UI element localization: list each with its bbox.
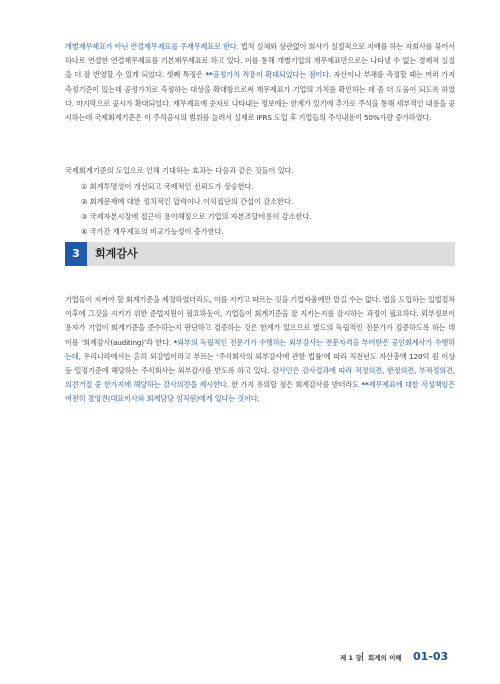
expected-effects-list bbox=[65, 163, 455, 239]
highlight-responsibility: 재무제표에 대한 작성책임은 여전히 경영진(대표이사와 회계담당 임직원)에게 있다는 것이다. bbox=[65, 380, 455, 404]
section-number: 3 bbox=[65, 242, 87, 266]
list-item: ③ 국제자본시장에 접근이 용이해짐으로 기업의 자본조달비용이 감소한다. bbox=[81, 212, 312, 221]
page-number: 01-03 bbox=[413, 650, 449, 663]
text-segment: 한 가지 유의할 점은 회계감사를 받더라도 bbox=[228, 380, 362, 390]
list-item: ② 회계문제에 대한 정치적인 압력이나 이익집단의 간섭이 감소한다. bbox=[81, 197, 294, 206]
text-segment: 법적 실체와 상관없이 회사가 실질적으로 지배를 하는 자회사를 묶어서 하나로 연결한 연결재무제표를 기본재무제표로 하고 있다. 이를 통해 개별기업의 재무제표만으로는 나타낼 수 없는 경제적 실질을 더 잘 반영할 수 있게 되었다. 셋째 특징은 bbox=[65, 42, 455, 80]
effects-items bbox=[65, 179, 455, 239]
footer-divider bbox=[362, 652, 363, 661]
list-item: ① 회계투명성이 개선되고 국제적인 신뢰도가 상승한다. bbox=[81, 182, 254, 191]
star-mark: * bbox=[173, 337, 178, 347]
list-item: ④ 국가간 재무제표의 비교가능성이 증가한다. bbox=[81, 227, 224, 236]
highlight-external-audit: 외부의 독립적인 전문가가 수행하는 외부감사는 전문자격을 부여받은 공인회계사가 수행하는데, bbox=[65, 337, 455, 361]
star-mark: ** bbox=[361, 380, 369, 390]
section-heading bbox=[65, 240, 455, 270]
list-intro: 국제회계기준의 도입으로 인해 기대하는 효과는 다음과 같은 것들이 있다. bbox=[65, 166, 294, 175]
text-segment: 자산이나 부채를 측정할 때는 여러 가지 측정기준이 있는데 공정가치로 측정하는 대상을 확대함으로써 재무제표가 기업의 가치를 확인하는 데 좀 더 도움이 되도록 하였다. 마지막으로 공시가 확대되었다. 재무제표에 숫자로 나타내는 정보에는 한계가 있기에 추가로 주석을 통해 세부적인 내용을 공시하는데 국제회계기준은 이 주석공시의 범위를 늘려서 실제로 IFRS 도입 후 기업들의 주석내용이 50%가량 증가하였다. bbox=[65, 70, 455, 123]
paragraph-ifrs-features bbox=[65, 40, 455, 125]
highlight-fair-value: 공정가치 적용이 확대되었다는 점이다. bbox=[212, 70, 332, 80]
star-mark: ** bbox=[205, 70, 213, 80]
footer-chapter-name: 회계의 이해 bbox=[368, 654, 402, 662]
footer-chapter: 제 1 장 bbox=[340, 654, 362, 662]
highlight-consolidated: 개별재무제표가 아닌 연결재무제표를 주재무제표로 한다. bbox=[65, 42, 239, 51]
text-segment: 우리나라에서는 흔히 외감법이라고 부르는 ‘주식회사의 외부감사에 관한 법률’에 따라 직전년도 자산총액 120억 원 이상 등 일정기준에 해당하는 주식회사는 외부감사를 받도록 하고 있다. bbox=[65, 351, 455, 376]
page-footer bbox=[340, 650, 460, 664]
highlight-audit-opinion: 감사인은 감사결과에 따라 적정의견, 한정의견, 부적정의견, 의견거절 중 한가지에 해당하는 감사의견을 제시한다. bbox=[65, 366, 455, 390]
paragraph-audit bbox=[65, 293, 455, 407]
section-title: 회계감사 bbox=[95, 247, 138, 260]
text-segment: 기업들이 지켜야 할 회계기준을 제정하였더라도, 이를 지키고 따르는 것을 기업자율에만 맡길 수는 없다. 법을 도입하는 입법절차 이후에 그것을 지키기 위한 준법지원이 필요하듯이, 기업들이 회계기준을 잘 지키는지를 감시하는 과정이 필요하다. 외부정보이용자가 기업이 회계기준을 준수하는지 판단하고 검증하는 것은 한계가 있으므로 별도의 독립적인 전문가가 검증하도록 하는 데 이를 ‘회계감사(auditing)’라 한다. bbox=[65, 295, 455, 347]
